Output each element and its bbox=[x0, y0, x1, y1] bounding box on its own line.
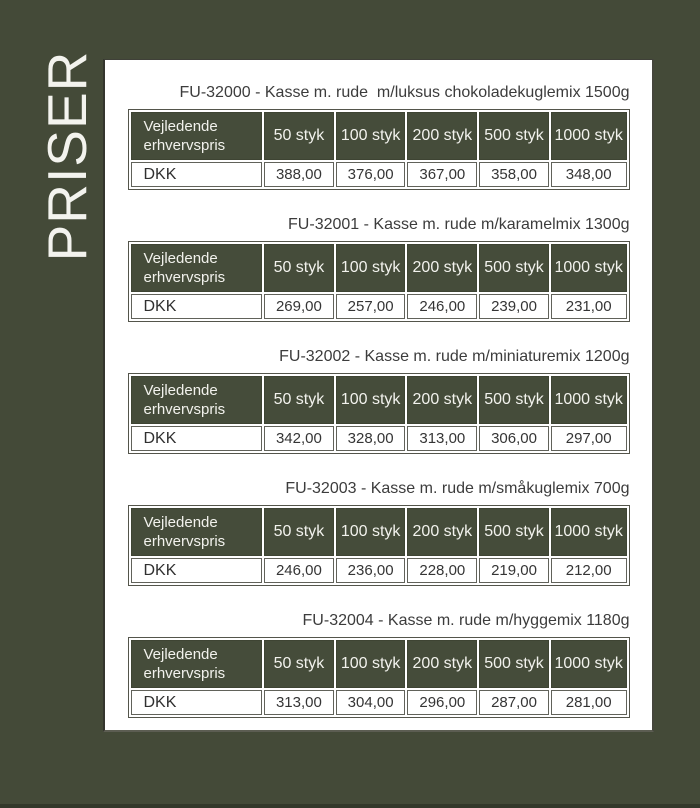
currency-label: DKK bbox=[131, 162, 263, 187]
table-price-row bbox=[131, 690, 627, 715]
price-cell: 342,00 bbox=[264, 426, 334, 451]
qty-header-500: 500 styk bbox=[479, 112, 549, 160]
price-cell: 246,00 bbox=[264, 558, 334, 583]
price-cell: 239,00 bbox=[479, 294, 549, 319]
currency-label: DKK bbox=[131, 426, 263, 451]
table-header-row bbox=[131, 376, 627, 424]
table-price-row bbox=[131, 294, 627, 319]
product-title: FU-32000 - Kasse m. rude m/luksus chokoladekuglemix 1500g bbox=[179, 84, 630, 101]
qty-header-1000: 1000 styk bbox=[551, 112, 627, 160]
price-cell: 376,00 bbox=[336, 162, 406, 187]
price-cell: 231,00 bbox=[551, 294, 627, 319]
price-cell: 388,00 bbox=[264, 162, 334, 187]
table-price-row bbox=[131, 162, 627, 187]
price-sheet-card bbox=[103, 59, 654, 732]
table-header-row bbox=[131, 508, 627, 556]
table-price-row bbox=[131, 426, 627, 451]
price-cell: 297,00 bbox=[551, 426, 627, 451]
qty-header-100: 100 styk bbox=[336, 508, 406, 556]
priser-vertical-label: PRISER bbox=[36, 50, 98, 262]
qty-header-50: 50 styk bbox=[264, 640, 334, 688]
table-header-row bbox=[131, 244, 627, 292]
price-cell: 219,00 bbox=[479, 558, 549, 583]
product-title: FU-32004 - Kasse m. rude m/hyggemix 1180g bbox=[302, 612, 630, 629]
qty-header-200: 200 styk bbox=[407, 376, 477, 424]
product-price-block bbox=[128, 348, 630, 454]
qty-header-200: 200 styk bbox=[407, 112, 477, 160]
product-title: FU-32002 - Kasse m. rude m/miniaturemix 1200g bbox=[279, 348, 630, 365]
price-cell: 348,00 bbox=[551, 162, 627, 187]
qty-header-500: 500 styk bbox=[479, 508, 549, 556]
qty-header-50: 50 styk bbox=[264, 112, 334, 160]
currency-label: DKK bbox=[131, 690, 263, 715]
price-cell: 228,00 bbox=[407, 558, 477, 583]
qty-header-50: 50 styk bbox=[264, 376, 334, 424]
qty-header-200: 200 styk bbox=[407, 244, 477, 292]
qty-header-100: 100 styk bbox=[336, 244, 406, 292]
price-cell: 236,00 bbox=[336, 558, 406, 583]
product-price-block bbox=[128, 216, 630, 322]
qty-header-50: 50 styk bbox=[264, 244, 334, 292]
price-cell: 358,00 bbox=[479, 162, 549, 187]
table-header-row bbox=[131, 640, 627, 688]
currency-label: DKK bbox=[131, 294, 263, 319]
price-type-header: Vejledende erhvervspris bbox=[131, 640, 263, 688]
table-price-row bbox=[131, 558, 627, 583]
table-header-row bbox=[131, 112, 627, 160]
product-title: FU-32003 - Kasse m. rude m/småkuglemix 700g bbox=[285, 480, 630, 497]
price-type-header: Vejledende erhvervspris bbox=[131, 376, 263, 424]
product-price-block bbox=[128, 480, 630, 586]
product-price-block bbox=[128, 612, 630, 718]
currency-label: DKK bbox=[131, 558, 263, 583]
qty-header-50: 50 styk bbox=[264, 508, 334, 556]
price-cell: 269,00 bbox=[264, 294, 334, 319]
qty-header-1000: 1000 styk bbox=[551, 508, 627, 556]
price-cell: 313,00 bbox=[264, 690, 334, 715]
qty-header-500: 500 styk bbox=[479, 640, 549, 688]
price-cell: 287,00 bbox=[479, 690, 549, 715]
price-type-header: Vejledende erhvervspris bbox=[131, 112, 263, 160]
qty-header-500: 500 styk bbox=[479, 376, 549, 424]
page-bottom-edge bbox=[0, 804, 700, 808]
qty-header-200: 200 styk bbox=[407, 640, 477, 688]
qty-header-100: 100 styk bbox=[336, 376, 406, 424]
price-table bbox=[128, 637, 630, 718]
price-cell: 313,00 bbox=[407, 426, 477, 451]
price-cell: 212,00 bbox=[551, 558, 627, 583]
qty-header-1000: 1000 styk bbox=[551, 376, 627, 424]
qty-header-500: 500 styk bbox=[479, 244, 549, 292]
price-cell: 246,00 bbox=[407, 294, 477, 319]
price-cell: 304,00 bbox=[336, 690, 406, 715]
qty-header-100: 100 styk bbox=[336, 112, 406, 160]
price-cell: 306,00 bbox=[479, 426, 549, 451]
price-cell: 328,00 bbox=[336, 426, 406, 451]
qty-header-200: 200 styk bbox=[407, 508, 477, 556]
product-price-block bbox=[128, 84, 630, 190]
price-table bbox=[128, 109, 630, 190]
product-title: FU-32001 - Kasse m. rude m/karamelmix 1300g bbox=[288, 216, 630, 233]
price-cell: 281,00 bbox=[551, 690, 627, 715]
price-table bbox=[128, 505, 630, 586]
price-cell: 367,00 bbox=[407, 162, 477, 187]
price-type-header: Vejledende erhvervspris bbox=[131, 244, 263, 292]
price-type-header: Vejledende erhvervspris bbox=[131, 508, 263, 556]
qty-header-1000: 1000 styk bbox=[551, 640, 627, 688]
price-table bbox=[128, 373, 630, 454]
qty-header-100: 100 styk bbox=[336, 640, 406, 688]
price-cell: 296,00 bbox=[407, 690, 477, 715]
qty-header-1000: 1000 styk bbox=[551, 244, 627, 292]
price-cell: 257,00 bbox=[336, 294, 406, 319]
price-table bbox=[128, 241, 630, 322]
